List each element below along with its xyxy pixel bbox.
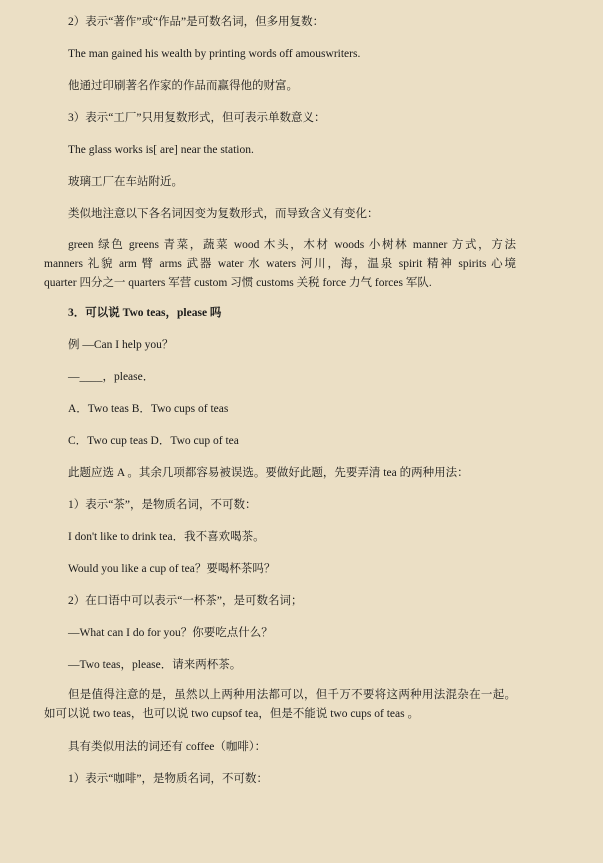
text-line: The man gained his wealth by printing words off amouswriters.	[68, 48, 361, 60]
text-line: 此题应选 A 。其余几项都容易被误选。要做好此题，先要弄清 tea 的两种用法：	[68, 467, 469, 479]
text-line: 2）在口语中可以表示“一杯茶”，是可数名词；	[68, 595, 303, 607]
text-line: C．Two cup teas D．Two cup of tea	[68, 435, 239, 447]
text-line: The glass works is[ are] near the station.	[68, 144, 254, 156]
text-line: —____，please．	[68, 371, 155, 383]
text-line: 玻璃工厂在车站附近。	[68, 176, 183, 188]
text-line: 2）表示“著作”或“作品”是可数名词，但多用复数：	[68, 16, 325, 28]
text-line: 3）表示“工厂”只用复数形式，但可表示单数意义：	[68, 112, 326, 124]
text-line: I don't like to drink tea．我不喜欢喝茶。	[68, 531, 265, 543]
vocab-line-1: green 绿色 greens 青菜，蔬菜 wood 木头，木材 woods 小树林 manner 方式，方法	[68, 239, 516, 251]
text-line: 例 —Can I help you？	[68, 339, 174, 351]
text-line: Would you like a cup of tea？要喝杯茶吗？	[68, 563, 276, 575]
text-line: A．Two teas B．Two cups of teas	[68, 403, 229, 415]
paragraph-line-2: 如可以说 two teas，也可以说 two cupsof tea，但是不能说 two cups of teas 。	[44, 708, 419, 720]
text-line: 1）表示“茶”，是物质名词，不可数：	[68, 499, 257, 511]
text-line: 具有类似用法的词还有 coffee（咖啡）：	[68, 741, 267, 753]
vocab-line-2: manners 礼貌 arm 臂 arms 武器 water 水 waters 河川，海，温泉 spirit 精神 spirits 心境	[44, 258, 516, 270]
text-line: 他通过印刷著名作家的作品而赢得他的财富。	[68, 80, 298, 92]
text-line: —Two teas，please．请来两杯茶。	[68, 659, 242, 671]
paragraph-line-1: 但是值得注意的是，虽然以上两种用法都可以，但千万不要将这两种用法混杂在一起。	[68, 689, 516, 701]
section-heading: 3．可以说 Two teas，please 吗	[68, 307, 222, 319]
text-line: 1）表示“咖啡”，是物质名词，不可数：	[68, 773, 268, 785]
paragraph	[44, 686, 516, 724]
text-line: 类似地注意以下各名词因变为复数形式，而导致含义有变化：	[68, 208, 379, 220]
vocab-line-3: quarter 四分之一 quarters 军营 custom 习惯 customs 关税 force 力气 forces 军队.	[44, 277, 432, 289]
text-line: —What can I do for you？你要吃点什么？	[68, 627, 273, 639]
